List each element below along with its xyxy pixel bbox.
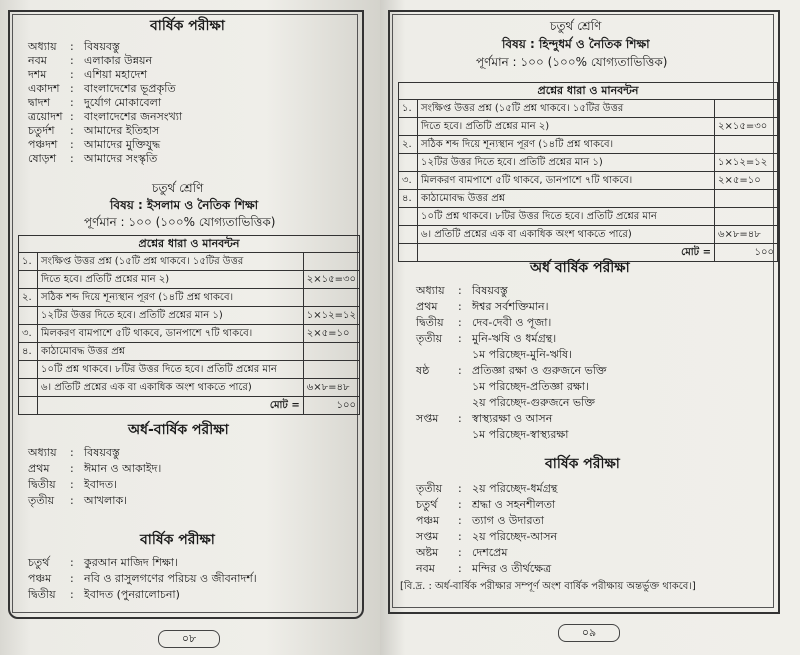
right-page xyxy=(380,0,800,655)
list-item: চতুর্থ : কুরআন মাজিদ শিক্ষা। xyxy=(28,556,178,569)
list-item: প্রথম : ঈশ্বর সর্বশক্তিমান। xyxy=(416,300,549,313)
table-row: ১২টির উত্তর দিতে হবে। প্রতিটি প্রশ্নের মান ১) ১×১২=১২ xyxy=(399,154,778,172)
list-item: ষষ্ঠ : প্রতিজ্ঞা রক্ষা ও গুরুজনে ভক্তি xyxy=(416,364,607,377)
table-row: ১. সংক্ষিপ্ত উত্তর প্রশ্ন (১৫টি প্রশ্ন থাকবে। ১৫টির উত্তর xyxy=(19,253,360,271)
left-class-name: চতুর্থ শ্রেণি xyxy=(152,181,204,195)
table-row: ২. সঠিক শব্দ দিয়ে শূন্যস্থান পূরণ (১৪টি প্রশ্ন থাকবে। xyxy=(399,136,778,154)
left-half-yearly-title: অর্ধ-বার্ষিক পরীক্ষা xyxy=(128,422,229,438)
table-row: ৬। প্রতিটি প্রশ্নের এক বা একাধিক অংশ থাকতে পারে) ৬×৮=৪৮ xyxy=(399,226,778,244)
chapter-row: পঞ্চদশ : আমাদের মুক্তিযুদ্ধ xyxy=(28,138,161,151)
table-row: ৪. কাঠামোবদ্ধ উত্তর প্রশ্ন xyxy=(19,343,360,361)
list-item: ১ম পরিচ্ছেদ-স্বাস্থ্যরক্ষা xyxy=(472,428,569,441)
table-row: ১০টি প্রশ্ন থাকবে। ৮টির উত্তর দিতে হবে। প্রতিটি প্রশ্নের মান xyxy=(19,361,360,379)
table-row: দিতে হবে। প্রতিটি প্রশ্নের মান ২) ২×১৫=৩০ xyxy=(19,271,360,289)
chapter-row: চতুর্দশ : আমাদের ইতিহাস xyxy=(28,124,160,137)
list-item: অষ্টম : দেশপ্রেম xyxy=(416,546,508,559)
list-item: পঞ্চম : ত্যাগ ও উদারতা xyxy=(416,514,544,527)
left-full-marks: পূর্ণমান : ১০০ (১০০% যোগ্যতাভিত্তিক) xyxy=(84,215,276,229)
table-row: ২. সঠিক শব্দ দিয়ে শূন্যস্থান পূরণ (১৪টি প্রশ্ন থাকবে। xyxy=(19,289,360,307)
right-table-header: প্রশ্নের ধারা ও মানবন্টন xyxy=(398,82,778,100)
chapter-row: অধ্যায় : বিষয়বস্তু xyxy=(28,40,120,53)
table-row: দিতে হবে। প্রতিটি প্রশ্নের মান ২) ২×১৫=৩০ xyxy=(399,118,778,136)
chapter-row: দশম : এশিয়া মহাদেশ xyxy=(28,68,147,81)
left-annual2-title: বার্ষিক পরীক্ষা xyxy=(140,532,215,548)
right-class-name: চতুর্থ শ্রেণি xyxy=(550,19,602,33)
left-table-header: প্রশ্নের ধারা ও মানবন্টন xyxy=(18,235,360,253)
list-item: অধ্যায় : বিষয়বস্তু xyxy=(416,284,508,297)
list-item: প্রথম : ঈমান ও আকাইদ। xyxy=(28,462,162,475)
list-item: তৃতীয় : ২য় পরিচ্ছেদ-ধর্মগ্রন্থ xyxy=(416,482,558,495)
right-note: [বি.দ্র. : অর্ধ-বার্ষিক পরীক্ষার সম্পূর্ণ অংশ বার্ষিক পরীক্ষায় অন্তর্ভুক্ত থাকবে।] xyxy=(400,581,696,592)
list-item: চতুর্থ : শ্রদ্ধা ও সহনশীলতা xyxy=(416,498,556,511)
left-subject: বিষয় : ইসলাম ও নৈতিক শিক্ষা xyxy=(110,198,259,212)
left-page-number: ০৮ xyxy=(158,630,220,648)
right-page-number: ০৯ xyxy=(558,624,620,642)
list-item: নবম : মন্দির ও তীর্থক্ষেত্র xyxy=(416,562,552,575)
list-item: দ্বিতীয় : ইবাদত। xyxy=(28,478,118,491)
table-row: ৩. মিলকরণ বামপাশে ৫টি থাকবে, ডানপাশে ৭টি থাকবে। ২×৫=১০ xyxy=(19,325,360,343)
chapter-row: দ্বাদশ : দুর্যোগ মোকাবেলা xyxy=(28,96,162,109)
table-row: ১২টির উত্তর দিতে হবে। প্রতিটি প্রশ্নের মান ১) ১×১২=১২ xyxy=(19,307,360,325)
left-marks-table xyxy=(18,252,360,415)
table-row: ৪. কাঠামোবদ্ধ উত্তর প্রশ্ন xyxy=(399,190,778,208)
list-item: অধ্যায় : বিষয়বস্তু xyxy=(28,446,120,459)
table-row: ৬। প্রতিটি প্রশ্নের এক বা একাধিক অংশ থাকতে পারে) ৬×৮=৪৮ xyxy=(19,379,360,397)
table-total-row: মোট = ১০০ xyxy=(19,397,360,415)
chapter-row: একাদশ : বাংলাদেশের ভূপ্রকৃতি xyxy=(28,82,176,95)
list-item: ১ম পরিচ্ছেদ-প্রতিজ্ঞা রক্ষা। xyxy=(472,380,589,393)
list-item: তৃতীয় : আখলাক। xyxy=(28,494,128,507)
right-annual-title: বার্ষিক পরীক্ষা xyxy=(545,456,620,472)
right-full-marks: পূর্ণমান : ১০০ (১০০% যোগ্যতাভিত্তিক) xyxy=(476,55,668,69)
list-item: পঞ্চম : নবি ও রাসুলগণের পরিচয় ও জীবনাদর্শ। xyxy=(28,572,257,585)
right-marks-table xyxy=(398,99,778,262)
chapter-row: ত্রয়োদশ : বাংলাদেশের জনসংখ্যা xyxy=(28,110,183,123)
right-subject: বিষয় : হিন্দুধর্ম ও নৈতিক শিক্ষা xyxy=(502,37,650,51)
table-row: ১. সংক্ষিপ্ত উত্তর প্রশ্ন (১৫টি প্রশ্ন থাকবে। ১৫টির উত্তর xyxy=(399,100,778,118)
list-item: সপ্তম : ২য় পরিচ্ছেদ-আসন xyxy=(416,530,558,543)
list-item: ২য় পরিচ্ছেদ-গুরুজনে ভক্তি xyxy=(472,396,595,409)
table-row: ১০টি প্রশ্ন থাকবে। ৮টির উত্তর দিতে হবে। প্রতিটি প্রশ্নের মান xyxy=(399,208,778,226)
table-row: ৩. মিলকরণ বামপাশে ৫টি থাকবে, ডানপাশে ৭টি থাকবে। ২×৫=১০ xyxy=(399,172,778,190)
table-total-row: মোট = ১০০ xyxy=(399,244,778,262)
chapter-row: ষোড়শ : আমাদের সংস্কৃতি xyxy=(28,152,158,165)
list-item: ১ম পরিচ্ছেদ-মুনি-ঋষি। xyxy=(472,348,573,361)
list-item: সপ্তম : স্বাস্থ্যরক্ষা ও আসন xyxy=(416,412,553,425)
right-half-yearly-title: অর্ধ বার্ষিক পরীক্ষা xyxy=(530,260,630,276)
left-annual-title: বার্ষিক পরীক্ষা xyxy=(150,18,225,34)
list-item: দ্বিতীয় : ইবাদত (পুনরালোচনা) xyxy=(28,588,180,601)
list-item: দ্বিতীয় : দেব-দেবী ও পূজা। xyxy=(416,316,552,329)
chapter-row: নবম : এলাকার উন্নয়ন xyxy=(28,54,153,67)
list-item: তৃতীয় : মুনি-ঋষি ও ধর্মগ্রন্থ। xyxy=(416,332,557,345)
left-page xyxy=(0,0,380,655)
